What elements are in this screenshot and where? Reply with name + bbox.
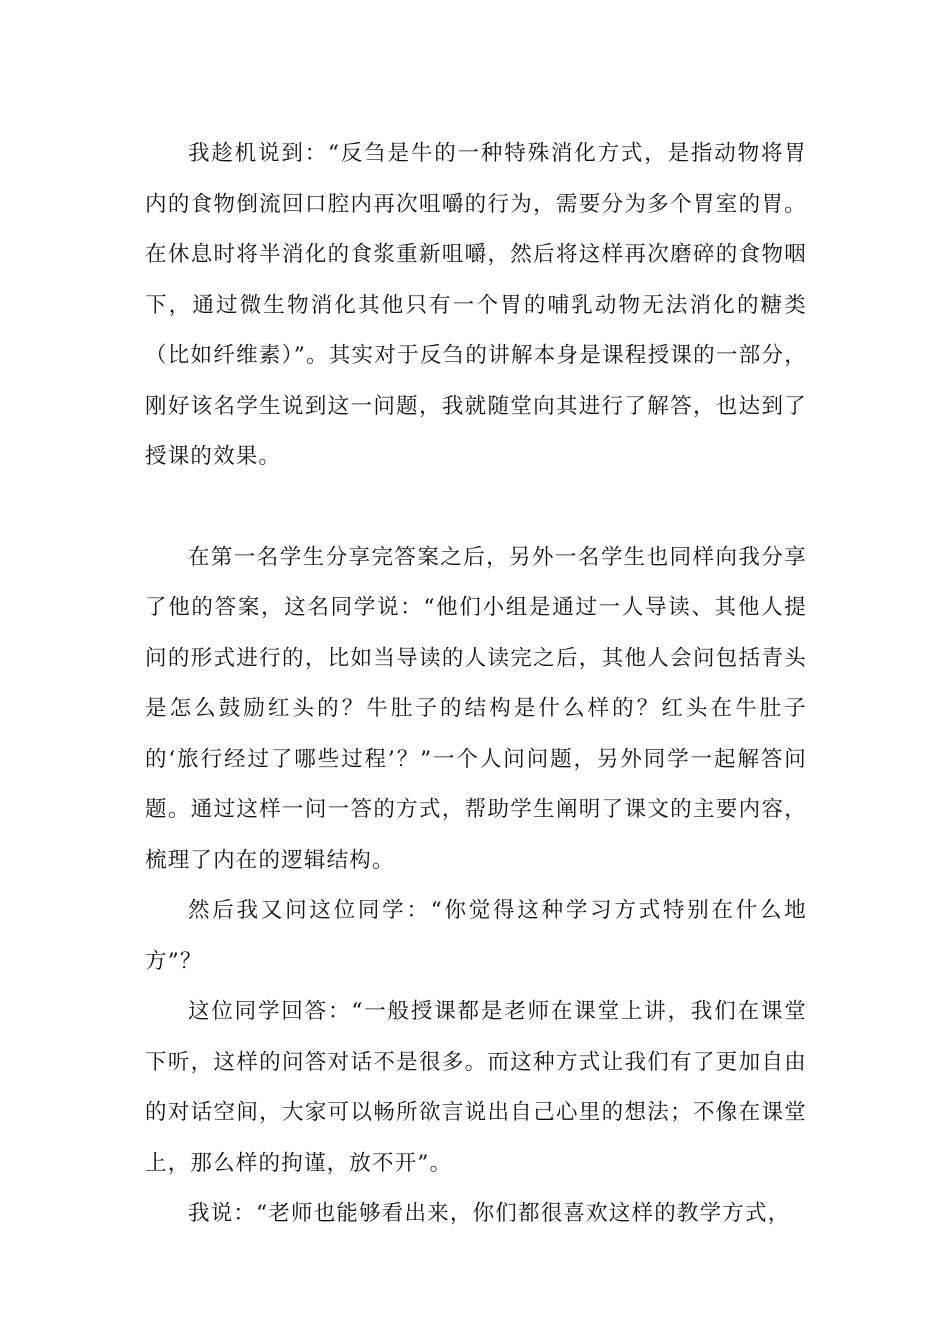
paragraph-second-student-answer: 在第一名学生分享完答案之后，另外一名学生也同样向我分享了他的答案，这名同学说：“他们小组是通过一人导读、其他人提问的形式进行的，比如当导读的人读完之后，其他人会问包括青头是怎么鼓励红头的？牛肚子的结构是什么样的？红头在牛肚子的‘旅行经过了哪些过程’？”一个人问问题，另外同学一起解答问题。通过这样一问一答的方式，帮助学生阐明了课文的主要内容，梳理了内在的逻辑结构。 (145, 544, 807, 873)
paragraph-student-reply: 这位同学回答：“一般授课都是老师在课堂上讲，我们在课堂下听，这样的问答对话不是很多。而这种方式让我们有了更加自由的对话空间，大家可以畅所欲言说出自己心里的想法；不像在课堂上，那么样的拘谨，放不开”。 (145, 999, 807, 1176)
paragraph-rumination-explanation: 我趁机说到：“反刍是牛的一种特殊消化方式，是指动物将胃内的食物倒流回口腔内再次咀嚼的行为，需要分为多个胃室的胃。在休息时将半消化的食浆重新咀嚼，然后将这样再次磨碎的食物咽下，通过微生物消化其他只有一个胃的哺乳动物无法消化的糖类（比如纤维素）”。其实对于反刍的讲解本身是课程授课的一部分，刚好该名学生说到这一问题，我就随堂向其进行了解答，也达到了授课的效果。 (145, 141, 807, 469)
paragraph-teacher-question: 然后我又问这位同学：“你觉得这种学习方式特别在什么地方”？ (145, 898, 807, 974)
paragraph-spacer (145, 483, 807, 533)
paragraph-teacher-response: 我说：“老师也能够看出来，你们都很喜欢这样的教学方式， (188, 1201, 791, 1226)
document-body (145, 129, 807, 1240)
